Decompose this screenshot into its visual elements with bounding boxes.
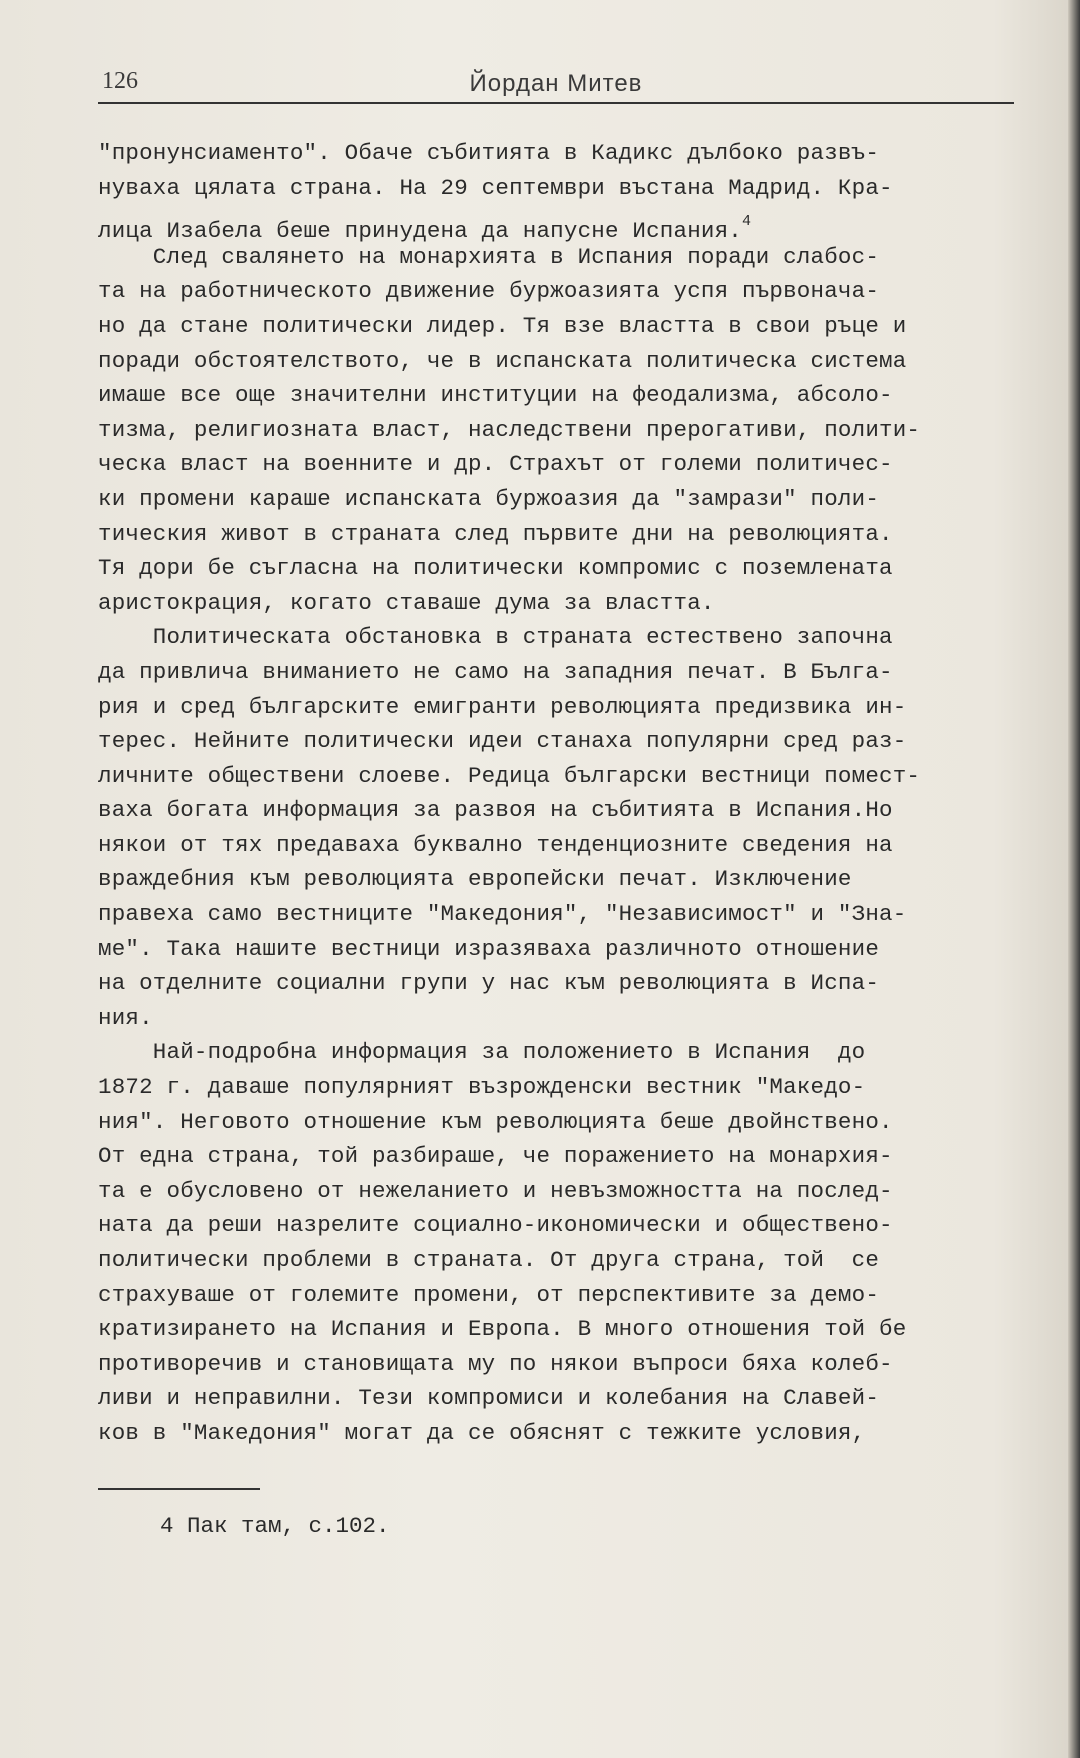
text-line xyxy=(98,759,1038,794)
text-line-content: на отделните социални групи у нас към революцията в Испа- xyxy=(98,970,880,997)
text-line xyxy=(98,240,1038,275)
text-line xyxy=(98,1278,1038,1313)
text-line xyxy=(98,344,1038,379)
text-line-content: "пронунсиаменто". Обаче събитията в Кадикс дълбоко развъ- xyxy=(98,140,880,166)
text-line-content: страхуваше от големите промени, от перспективите за демо- xyxy=(98,1281,880,1308)
text-line-content: правеха само вестниците "Македония", "Независимост" и "Зна- xyxy=(98,901,907,928)
text-line xyxy=(98,1035,1038,1070)
text-line-content: тизма, религиозната власт, наследствени прерогативи, полити- xyxy=(98,416,921,443)
text-line-content: лица Изабела беше принудена да напусне Испания. xyxy=(98,218,743,245)
text-line-content: Политическата обстановка в страната естествено започна xyxy=(98,624,893,651)
body-text xyxy=(98,136,1038,1451)
text-line xyxy=(98,1416,1038,1451)
text-line xyxy=(98,1312,1038,1347)
text-line-content: враждебния към революцията европейски печат. Изключение xyxy=(98,866,852,893)
text-line xyxy=(98,413,1038,448)
page-edge-shadow xyxy=(1068,0,1080,1758)
text-line-content: някои от тях предаваха буквално тенденциозните сведения на xyxy=(98,831,893,858)
text-line-content: кратизирането на Испания и Европа. В много отношения той бе xyxy=(98,1316,907,1343)
text-line-content: политически проблеми в страната. От друга страна, той се xyxy=(98,1247,880,1273)
text-line-content: но да стане политически лидер. Тя взе властта в свои ръце и xyxy=(98,312,907,339)
text-line-content: та на работническото движение буржоазията успя първонача- xyxy=(98,278,880,305)
text-line xyxy=(98,1347,1038,1382)
text-line-content: та е обусловено от нежеланието и невъзможността на послед- xyxy=(98,1177,893,1204)
running-head-author: Йордан Митев xyxy=(469,70,643,97)
text-line xyxy=(98,655,1038,690)
text-line xyxy=(98,136,1038,171)
text-line xyxy=(98,447,1038,482)
text-line xyxy=(98,171,1038,206)
text-line-content: ков в "Македония" могат да се обяснят с тежките условия, xyxy=(98,1419,866,1446)
text-line-content: да привлича вниманието не само на западния печат. В Бълга- xyxy=(98,658,893,685)
text-line xyxy=(98,828,1038,863)
text-line-content: От една страна, той разбираше, че поражението на монархия- xyxy=(98,1143,893,1170)
footnote-marker: 4 xyxy=(742,213,752,231)
text-line xyxy=(98,378,1038,413)
text-line-content: ния. xyxy=(98,1004,153,1031)
text-line xyxy=(98,517,1038,552)
page-header xyxy=(98,64,1014,104)
text-line xyxy=(98,724,1038,759)
text-line-content: ния". Неговото отношение към революцията беше двойнствено. xyxy=(98,1108,893,1135)
footnote-rule xyxy=(98,1488,260,1490)
text-line xyxy=(98,1139,1038,1174)
text-line-content: аристокрация, когато ставаше дума за властта. xyxy=(98,589,715,616)
text-line-content: ната да реши назрелите социално-икономически и обществено- xyxy=(98,1212,893,1239)
text-line xyxy=(98,482,1038,517)
text-line xyxy=(98,1243,1038,1278)
text-line xyxy=(98,586,1038,621)
text-line-content: ваха богата информация за развоя на събитията в Испания.Но xyxy=(98,797,893,824)
text-line xyxy=(98,1174,1038,1209)
text-line-content: противоречив и становищата му по някои въпроси бяха колеб- xyxy=(98,1350,893,1377)
text-line xyxy=(98,309,1038,344)
text-line xyxy=(98,690,1038,725)
text-line-content: Тя дори бе съгласна на политически компромис с поземлената xyxy=(98,555,893,582)
text-line-content: рия и сред българските емигранти революцията предизвика ин- xyxy=(98,693,907,720)
text-line xyxy=(98,1381,1038,1416)
text-line xyxy=(98,862,1038,897)
text-line-content: личните обществени слоеве. Редица български вестници помест- xyxy=(98,762,921,789)
text-line xyxy=(98,966,1038,1001)
text-line xyxy=(98,1208,1038,1243)
text-line-content: нуваха цялата страна. На 29 септември въстана Мадрид. Кра- xyxy=(98,174,893,201)
text-line-content: След свалянето на монархията в Испания поради слабос- xyxy=(98,243,880,270)
footnote: 4 Пак там, с.102. xyxy=(160,1513,390,1539)
text-line-content: тическия живот в страната след първите дни на революцията. xyxy=(98,520,893,547)
text-line-content: имаше все още значителни институции на феодализма, абсоло- xyxy=(98,382,893,409)
text-line xyxy=(98,1105,1038,1140)
text-line-content: ливи и неправилни. Тези компромиси и колебания на Славей- xyxy=(98,1385,880,1412)
page-number: 126 xyxy=(102,68,138,94)
text-line-content: 1872 г. даваше популярният възрожденски вестник "Македо- xyxy=(98,1074,866,1101)
text-line xyxy=(98,793,1038,828)
text-line xyxy=(98,1070,1038,1105)
text-line xyxy=(98,551,1038,586)
text-line xyxy=(98,274,1038,309)
text-line-content: ческа власт на военните и др. Страхът от големи политичес- xyxy=(98,451,893,478)
text-line-content: поради обстоятелството, че в испанската политическа система xyxy=(98,347,907,374)
text-line-content: ме". Така нашите вестници изразяваха различното отношение xyxy=(98,935,880,962)
text-line xyxy=(98,620,1038,655)
text-line xyxy=(98,897,1038,932)
text-line xyxy=(98,932,1038,967)
text-line-content: ки промени караше испанската буржоазия да "замрази" поли- xyxy=(98,485,880,512)
text-line xyxy=(98,1001,1038,1036)
text-line-content: терес. Нейните политически идеи станаха популярни сред раз- xyxy=(98,728,907,755)
header-rule xyxy=(98,102,1014,104)
text-line-content: Най-подробна информация за положението в Испания до xyxy=(98,1039,866,1066)
text-line xyxy=(98,205,1038,245)
